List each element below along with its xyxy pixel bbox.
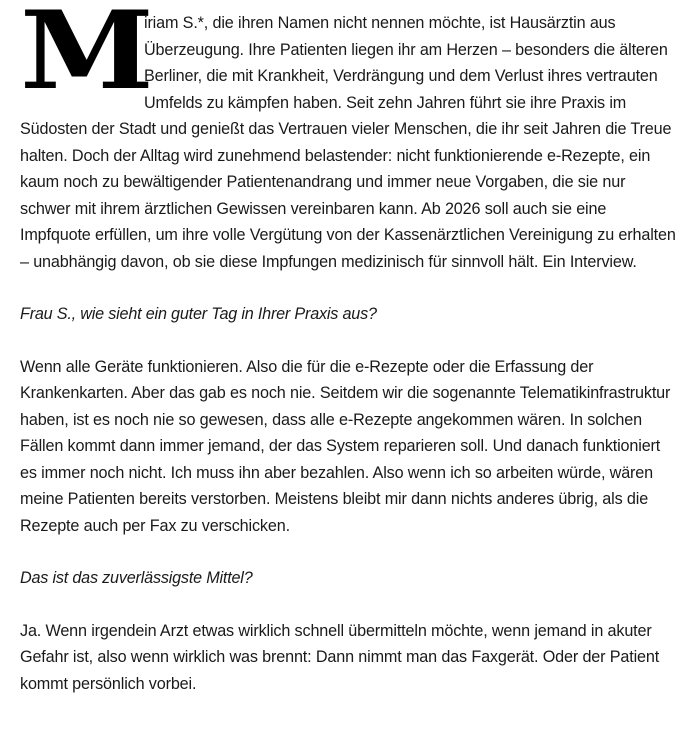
lead-paragraph [20,0,680,275]
lead-text: iriam S.*, die ihren Namen nicht nennen möchte, ist Hausärztin aus Überzeugung. Ihre Patienten liegen ihr am Herzen – besonders die älteren Berliner, die mit Krankheit, Verdrängung und dem Verlust ihres vertrauten Umfelds zu kämpfen haben. Seit zehn Jahren führt sie ihre Praxis im Südosten der Stadt und genießt das Vertrauen vieler Menschen, die ihr seit Jahren die Treue halten. Doch der Alltag wird zunehmend belastender: nicht funktionierende e-Rezepte, ein kaum noch zu bewältigender Patientenandrang und immer neue Vorgaben, die sie nur schwer mit ihrem ärztlichen Gewissen vereinbaren kann. Ab 2026 soll auch sie eine Impfquote erfüllen, um ihre volle Vergütung von der Kassenärztlichen Vereinigung zu erhalten – unabhängig davon, ob sie diese Impfungen medizinisch für sinnvoll hält. Ein Interview. [20,14,676,271]
interview-question-2: Das ist das zuverlässigste Mittel? [20,569,253,587]
interview-question-1: Frau S., wie sieht ein guter Tag in Ihrer Praxis aus? [20,305,377,323]
interview-answer-2: Ja. Wenn irgendein Arzt etwas wirklich schnell übermitteln möchte, wenn jemand in akuter Gefahr ist, also wenn wirklich was brennt: Dann nimmt man das Faxgerät. Oder der Patient kommt persönlich vorbei. [20,621,660,693]
drop-cap-letter: M [20,0,152,114]
interview-answer-1: Wenn alle Geräte funktionieren. Also die für die e-Rezepte oder die Erfassung der Krankenkarten. Aber das gab es noch nie. Seitdem wir die sogenannte Telematikinfrastruktur haben, ist es noch nie so gewesen, dass alle e-Rezepte angekommen wären. In solchen Fällen kommt dann immer jemand, der das System reparieren soll. Und danach funktioniert es immer noch nicht. Ich muss ihn aber bezahlen. Also wenn ich so arbeiten würde, wären meine Patienten bereits verstorben. Meistens bleibt mir dann nichts anderes übrig, als die Rezepte auch per Fax zu verschicken. [20,357,671,535]
